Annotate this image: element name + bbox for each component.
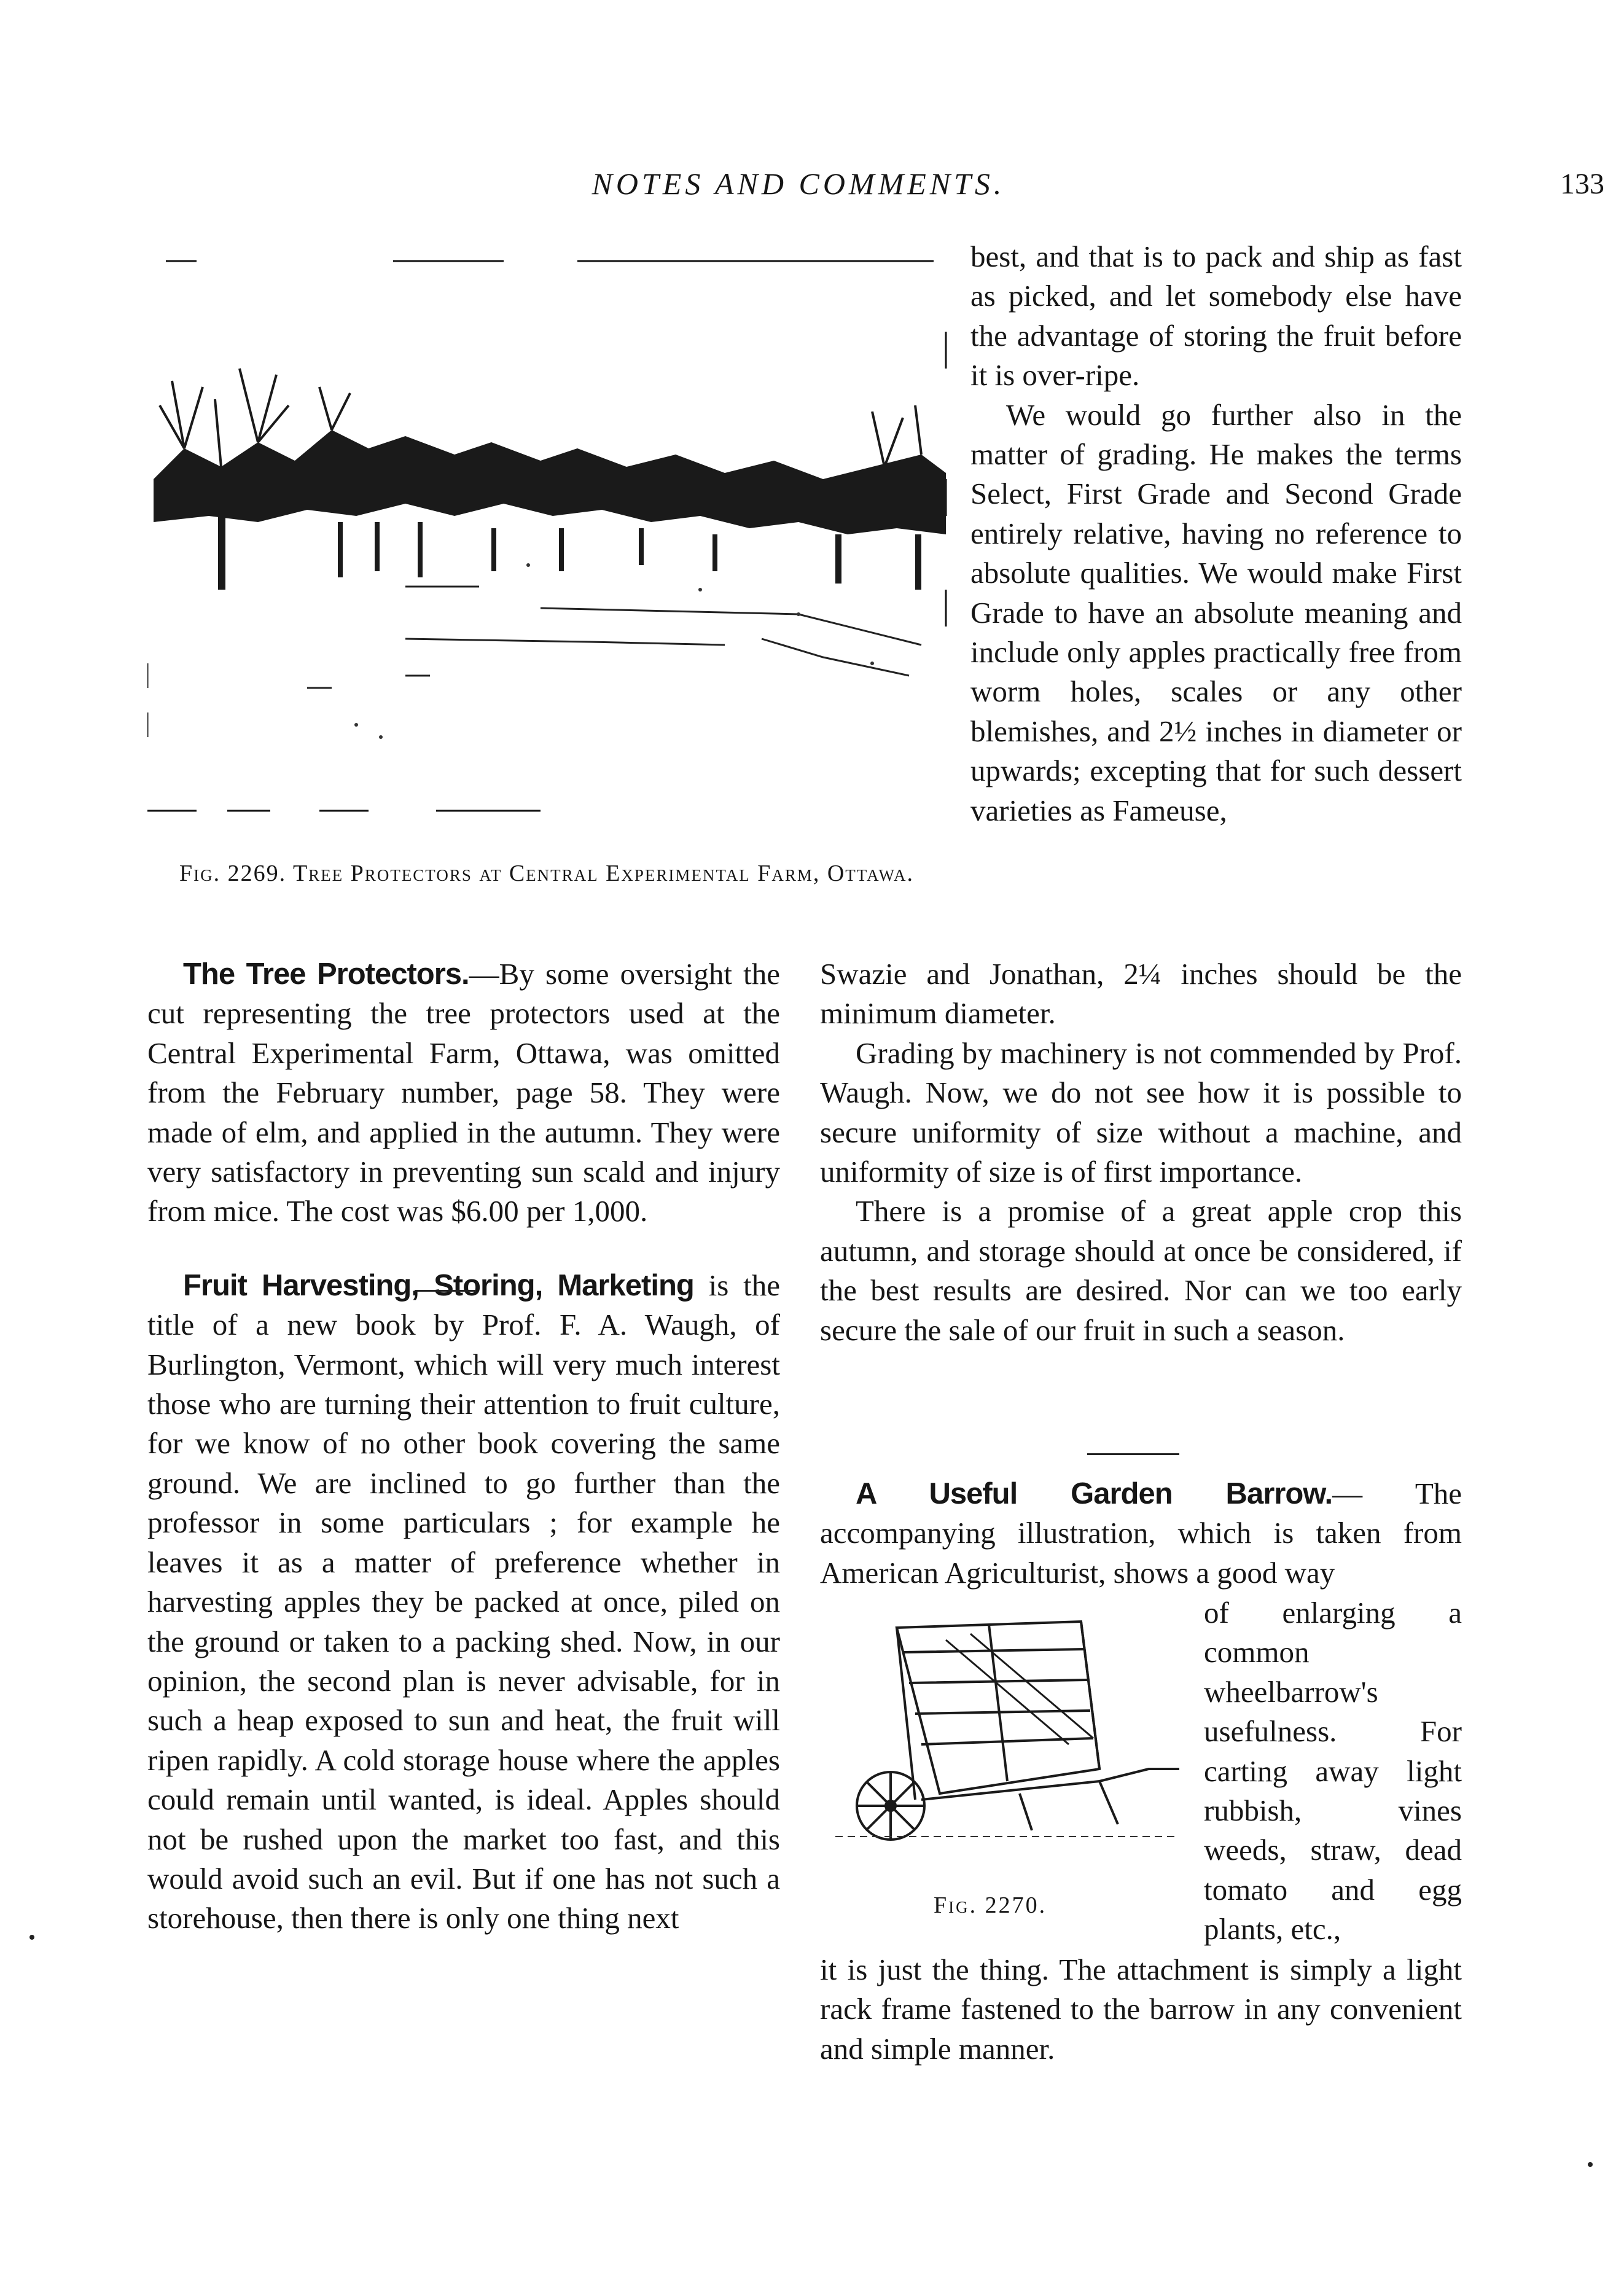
- section-divider: [415, 1290, 476, 1292]
- wheelbarrow-illustration: [835, 1615, 1179, 1861]
- tree-protectors-photo: [147, 246, 958, 860]
- paragraph: is the title of a new book by Prof. F. A. Waugh, of Burlington, Vermont, which will very much interest those who are turning their attention to fruit culture, for we know of no other book covering the same ground. We are inclined to go further than the professor in some particulars ; for example he leaves it as a matter of preference whether in harvesting apples they be packed at once, piled on the ground or taken to a packing shed. Now, in our opinion, the second plan is never advisable, for in such a heap exposed to sun and heat, the fruit will ripen rapidly. A cold storage house where the apples could remain until wanted, is ideal. Apples should not be rushed upon the market too fast, and this would avoid such an evil. But if one has not such a storehouse, then there is only one thing next: [147, 1268, 780, 1935]
- paragraph: it is just the thing. The attachment is simply a light rack frame fastened to the barrow in any convenient and simple manner.: [820, 1953, 1462, 2066]
- fruit-harvesting-heading: Fruit Harvesting, Storing, Marketing: [183, 1268, 694, 1302]
- running-head: NOTES AND COMMENTS.: [591, 166, 1005, 201]
- paragraph: — The accompanying illustration, which is taken from American Agriculturist, shows a good way: [820, 1477, 1462, 1590]
- paragraph: best, and that is to pack and ship as fast as picked, and let somebody else have the advantage of storing the fruit before it is over-ripe.: [970, 240, 1462, 392]
- speck: [29, 1935, 34, 1940]
- speck: [1588, 2162, 1593, 2167]
- paragraph: of enlarging a common wheelbarrow's usefulness. For carting away light rubbish, vines weeds, straw, dead tomato and egg plants, etc.,: [1204, 1596, 1462, 1946]
- paragraph: —By some oversight the cut representing the tree protectors used at the Central Experimental Farm, Ottawa, was omitted from the February number, page 58. They were made of elm, and applied in the autumn. They were very satisfactory in preventing sun scald and injury from mice. The cost was $6.00 per 1,000.: [147, 957, 781, 1228]
- figure-caption-2270: Fig. 2270.: [934, 1892, 1047, 1918]
- paragraph: Grading by machinery is not commended by Prof. Waugh. Now, we do not see how it is possible to secure uniformity of size without a machine, and uniformity of size is of first importance.: [820, 1036, 1462, 1189]
- tree-protectors-heading: The Tree Protectors.: [183, 958, 469, 991]
- right-column-mid: [820, 954, 1462, 1350]
- barrow-section-top: [820, 1474, 1462, 1593]
- right-column-top: [970, 237, 1462, 830]
- paragraph: We would go further also in the matter of grading. He makes the terms Select, First Grade and Second Grade entirely relative, having no reference to absolute qualities. We would make First Grade to have an absolute meaning and include only apples practically free from worm holes, scales or any other blemishes, and 2½ inches in diameter or upwards; excepting that for such dessert varieties as Fameuse,: [970, 397, 1462, 827]
- left-column: [147, 954, 780, 1938]
- section-divider: [1087, 1453, 1179, 1455]
- page-number: 133: [1560, 168, 1604, 200]
- figure-caption-2269: Fig. 2269. Tree Protectors at Central Experimental Farm, Ottawa.: [179, 861, 914, 886]
- garden-barrow-heading: A Useful Garden Barrow.: [856, 1477, 1333, 1510]
- barrow-section-bottom: [820, 1950, 1462, 2069]
- paragraph: Swazie and Jonathan, 2¼ inches should be the minimum diameter.: [820, 957, 1462, 1031]
- barrow-wrap-text: [1204, 1593, 1462, 1950]
- paragraph: There is a promise of a great apple crop this autumn, and storage should at once be considered, if the best results are desired. Nor can we too early secure the sale of our fruit in such a season.: [820, 1194, 1462, 1347]
